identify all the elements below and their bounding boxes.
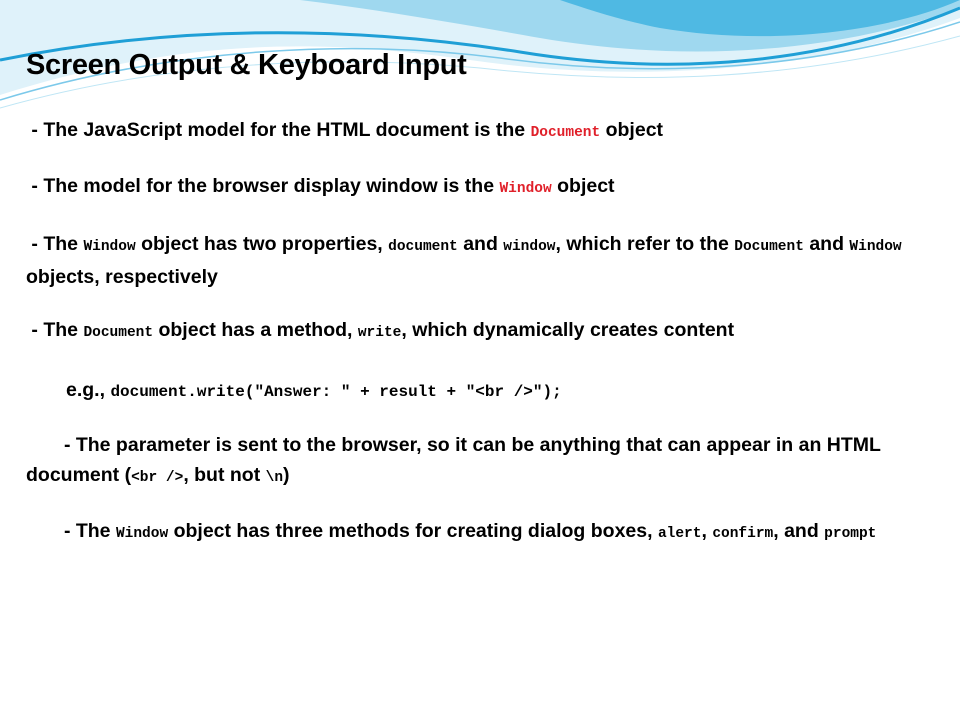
- code-br: <br />: [131, 470, 184, 486]
- bullet-dialog-methods: [26, 516, 936, 549]
- code-newline: \n: [265, 470, 284, 486]
- bullet-text: , which refer to the: [555, 233, 729, 255]
- bullet-text: - The: [31, 233, 79, 255]
- bullet-text: , but not: [183, 464, 261, 486]
- bullet-text: object: [557, 175, 615, 197]
- example-label: e.g.,: [66, 379, 106, 401]
- bullet-document-write: [26, 315, 936, 348]
- bullet-text: - The parameter is sent to the browser, so it can be anything that can appear in an HTML document (: [26, 434, 881, 486]
- bullet-text: object has a method,: [158, 319, 353, 341]
- bullet-text: - The: [31, 319, 79, 341]
- bullet-text: object has two properties,: [141, 233, 383, 255]
- code-window-property: window: [503, 239, 556, 255]
- code-prompt: prompt: [824, 526, 877, 542]
- bullet-text: and: [809, 233, 844, 255]
- slide-title: Screen Output & Keyboard Input: [26, 49, 467, 81]
- bullet-text: object: [605, 119, 664, 141]
- bullet-text: , which dynamically creates content: [401, 319, 735, 341]
- bullet-text: objects, respectively: [26, 266, 218, 288]
- code-window: Window: [849, 239, 902, 255]
- code-window: Window: [115, 526, 169, 542]
- code-confirm: confirm: [712, 526, 774, 542]
- code-example: document.write("Answer: " + result + "<br />");: [110, 383, 562, 401]
- bullet-window-properties: [26, 229, 936, 292]
- code-document-property: document: [388, 239, 458, 255]
- code-document: Document: [734, 239, 804, 255]
- bullet-text: ): [283, 464, 290, 486]
- bullet-text: - The: [63, 520, 111, 542]
- bullet-text: , and: [773, 520, 819, 542]
- code-document: Document: [530, 125, 601, 141]
- code-window: Window: [83, 239, 136, 255]
- code-alert: alert: [657, 526, 702, 542]
- code-write: write: [357, 325, 402, 341]
- bullet-text: - The JavaScript model for the HTML document is the: [31, 119, 526, 141]
- bullet-window-model: [26, 171, 936, 204]
- bullet-text: ,: [701, 520, 707, 542]
- bullet-text: and: [463, 233, 498, 255]
- bullet-text: object has three methods for creating dialog boxes,: [173, 520, 653, 542]
- bullet-parameter: [26, 430, 936, 493]
- code-document: Document: [83, 325, 154, 341]
- code-window: Window: [499, 181, 552, 197]
- bullet-document-model: [26, 115, 936, 148]
- bullet-text: - The model for the browser display window is the: [31, 175, 495, 197]
- example-line: [66, 375, 936, 407]
